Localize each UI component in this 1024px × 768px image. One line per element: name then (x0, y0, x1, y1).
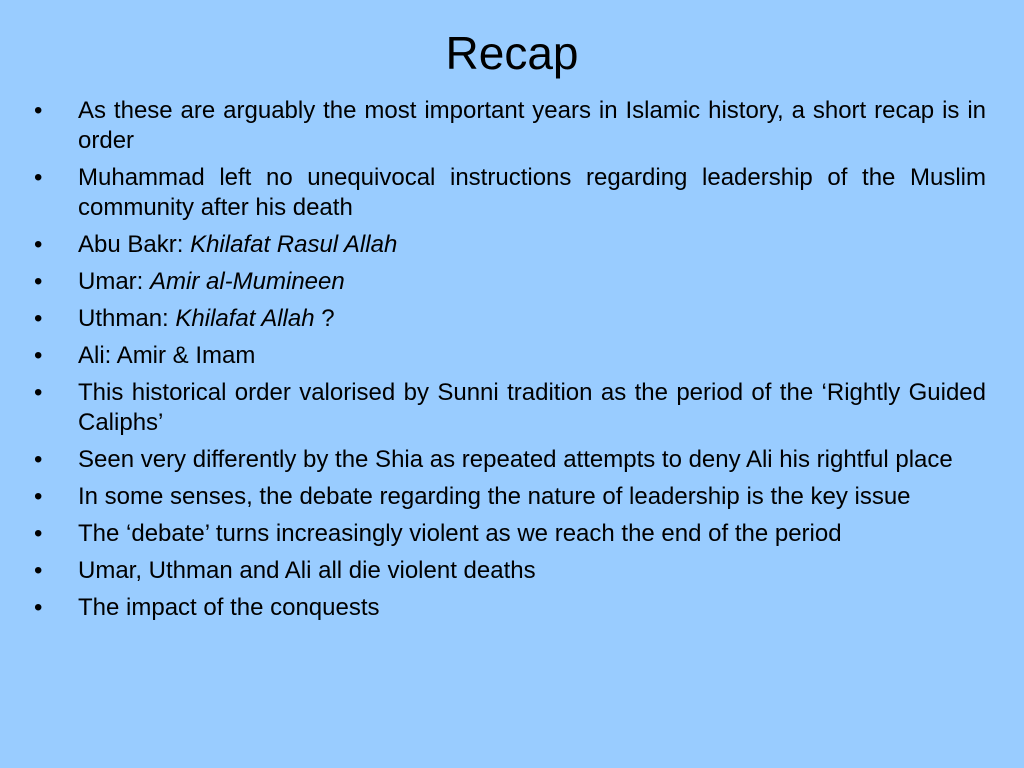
bullet-text: The ‘debate’ turns increasingly violent as we reach the end of the period (78, 520, 842, 547)
bullet-marker: • (34, 557, 43, 584)
bullet-text: Uthman: (78, 305, 176, 332)
bullet-item (34, 267, 986, 297)
bullet-marker: • (34, 231, 43, 258)
bullet-emphasis: Khilafat Allah (175, 305, 315, 332)
bullet-list (34, 96, 986, 630)
bullet-suffix: ? (314, 305, 335, 332)
bullet-item (34, 163, 986, 223)
bullet-marker: • (34, 305, 43, 332)
bullet-marker: • (34, 520, 43, 547)
bullet-text: In some senses, the debate regarding the nature of leadership is the key issue (78, 483, 911, 510)
bullet-item (34, 482, 986, 512)
bullet-text: Abu Bakr: (78, 231, 191, 258)
bullet-text: Ali: Amir & Imam (78, 342, 256, 369)
bullet-text: Umar: (78, 268, 150, 295)
bullet-text: As these are arguably the most important years in Islamic history, a short recap is in order (78, 97, 986, 154)
bullet-marker: • (34, 268, 43, 295)
bullet-text: Seen very differently by the Shia as repeated attempts to deny Ali his rightful place (78, 446, 953, 473)
bullet-item (34, 445, 986, 475)
bullet-item (34, 230, 986, 260)
bullet-item (34, 519, 986, 549)
bullet-marker: • (34, 97, 43, 124)
bullet-text: This historical order valorised by Sunni tradition as the period of the ‘Rightly Guided Caliphs’ (78, 379, 986, 436)
bullet-text: Umar, Uthman and Ali all die violent deaths (78, 557, 536, 584)
slide-title: Recap (445, 27, 579, 79)
bullet-emphasis: Khilafat Rasul Allah (190, 231, 398, 258)
bullet-marker: • (34, 483, 43, 510)
bullet-marker: • (34, 342, 43, 369)
bullet-text: The impact of the conquests (78, 594, 380, 621)
bullet-item (34, 341, 986, 371)
bullet-item (34, 556, 986, 586)
bullet-item (34, 96, 986, 156)
bullet-marker: • (34, 594, 43, 621)
bullet-item (34, 593, 986, 623)
bullet-item (34, 304, 986, 334)
bullet-marker: • (34, 446, 43, 473)
bullet-text: Muhammad left no unequivocal instructions regarding leadership of the Muslim community after his death (78, 164, 986, 221)
bullet-item (34, 378, 986, 438)
bullet-marker: • (34, 164, 43, 191)
bullet-emphasis: Amir al-Mumineen (150, 268, 345, 295)
bullet-marker: • (34, 379, 43, 406)
